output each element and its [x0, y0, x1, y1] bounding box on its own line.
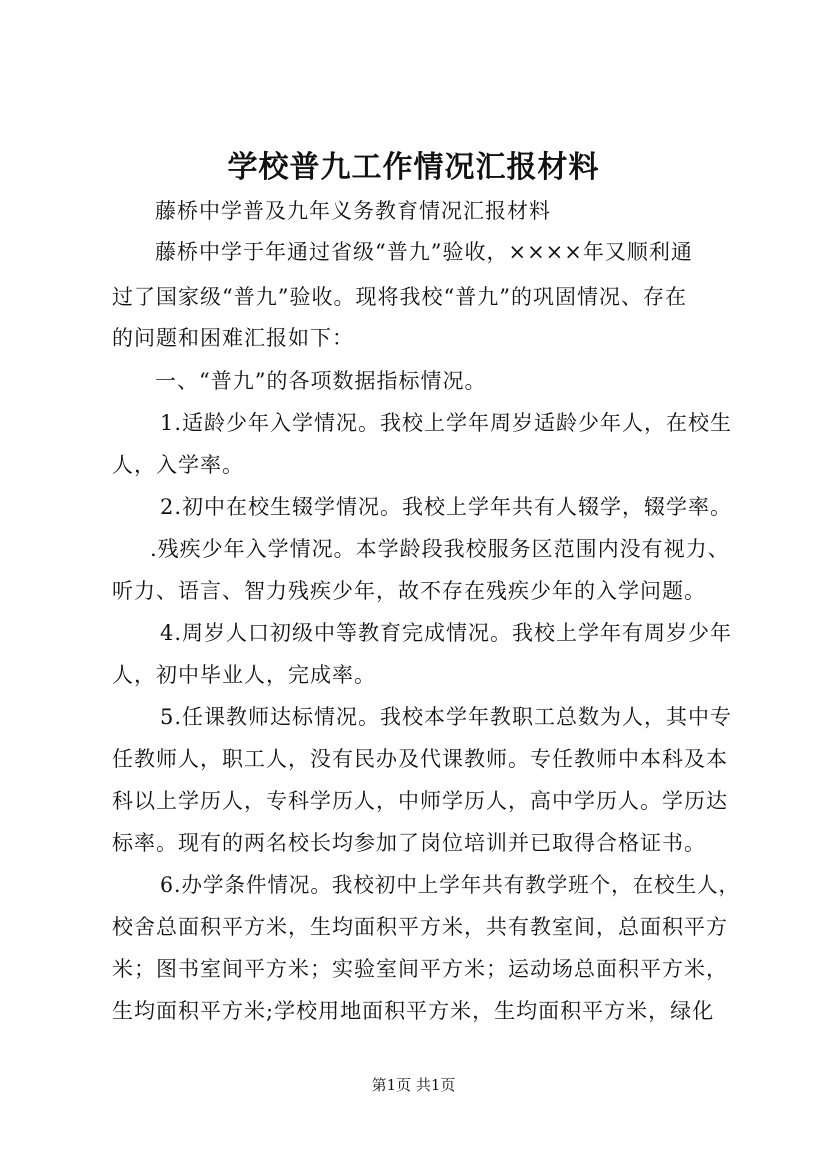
body-line: 校舍总面积平方米，生均面积平方米，共有教室间，总面积平方	[112, 915, 728, 939]
body-line: 6.办学条件情况。我校初中上学年共有教学班个，在校生人，	[160, 873, 741, 897]
body-line: 生均面积平方米;学校用地面积平方米，生均面积平方米，绿化	[112, 999, 715, 1023]
section-heading: 一、“普九”的各项数据指标情况。	[155, 369, 487, 393]
body-line: 任教师人，职工人，没有民办及代课教师。专任教师中本科及本	[112, 747, 728, 771]
body-line: 人，初中毕业人，完成率。	[112, 663, 376, 687]
body-line: 米；图书室间平方米；实验室间平方米；运动场总面积平方米，	[112, 957, 728, 981]
body-line: 科以上学历人，专科学历人，中师学历人，高中学历人。学历达	[112, 789, 728, 813]
document-title: 学校普九工作情况汇报材料	[227, 150, 600, 185]
body-line: 过了国家级“普九”验收。现将我校“普九”的巩固情况、存在	[112, 285, 687, 309]
body-line: 听力、语言、智力残疾少年，故不存在残疾少年的入学问题。	[112, 579, 706, 603]
body-line: 藤桥中学于年通过省级“普九”验收，××××年又顺利通	[155, 240, 693, 264]
body-line: .残疾少年入学情况。本学龄段我校服务区范围内没有视力、	[150, 537, 730, 561]
subtitle-line: 藤桥中学普及九年义务教育情况汇报材料	[155, 199, 551, 223]
body-line: 标率。现有的两名校长均参加了岗位培训并已取得合格证书。	[112, 831, 706, 855]
page-number-footer: 第1页 共1页	[371, 1076, 456, 1094]
body-line: 4.周岁人口初级中等教育完成情况。我校上学年有周岁少年	[160, 621, 733, 645]
body-line: 的问题和困难汇报如下：	[112, 326, 354, 350]
body-line: 2.初中在校生辍学情况。我校上学年共有人辍学，辍学率。	[160, 495, 733, 519]
body-line: 5.任课教师达标情况。我校本学年教职工总数为人，其中专	[160, 705, 733, 729]
body-line: 1.适龄少年入学情况。我校上学年周岁适龄少年人，在校生	[160, 411, 733, 435]
body-line: 人，入学率。	[112, 453, 244, 477]
